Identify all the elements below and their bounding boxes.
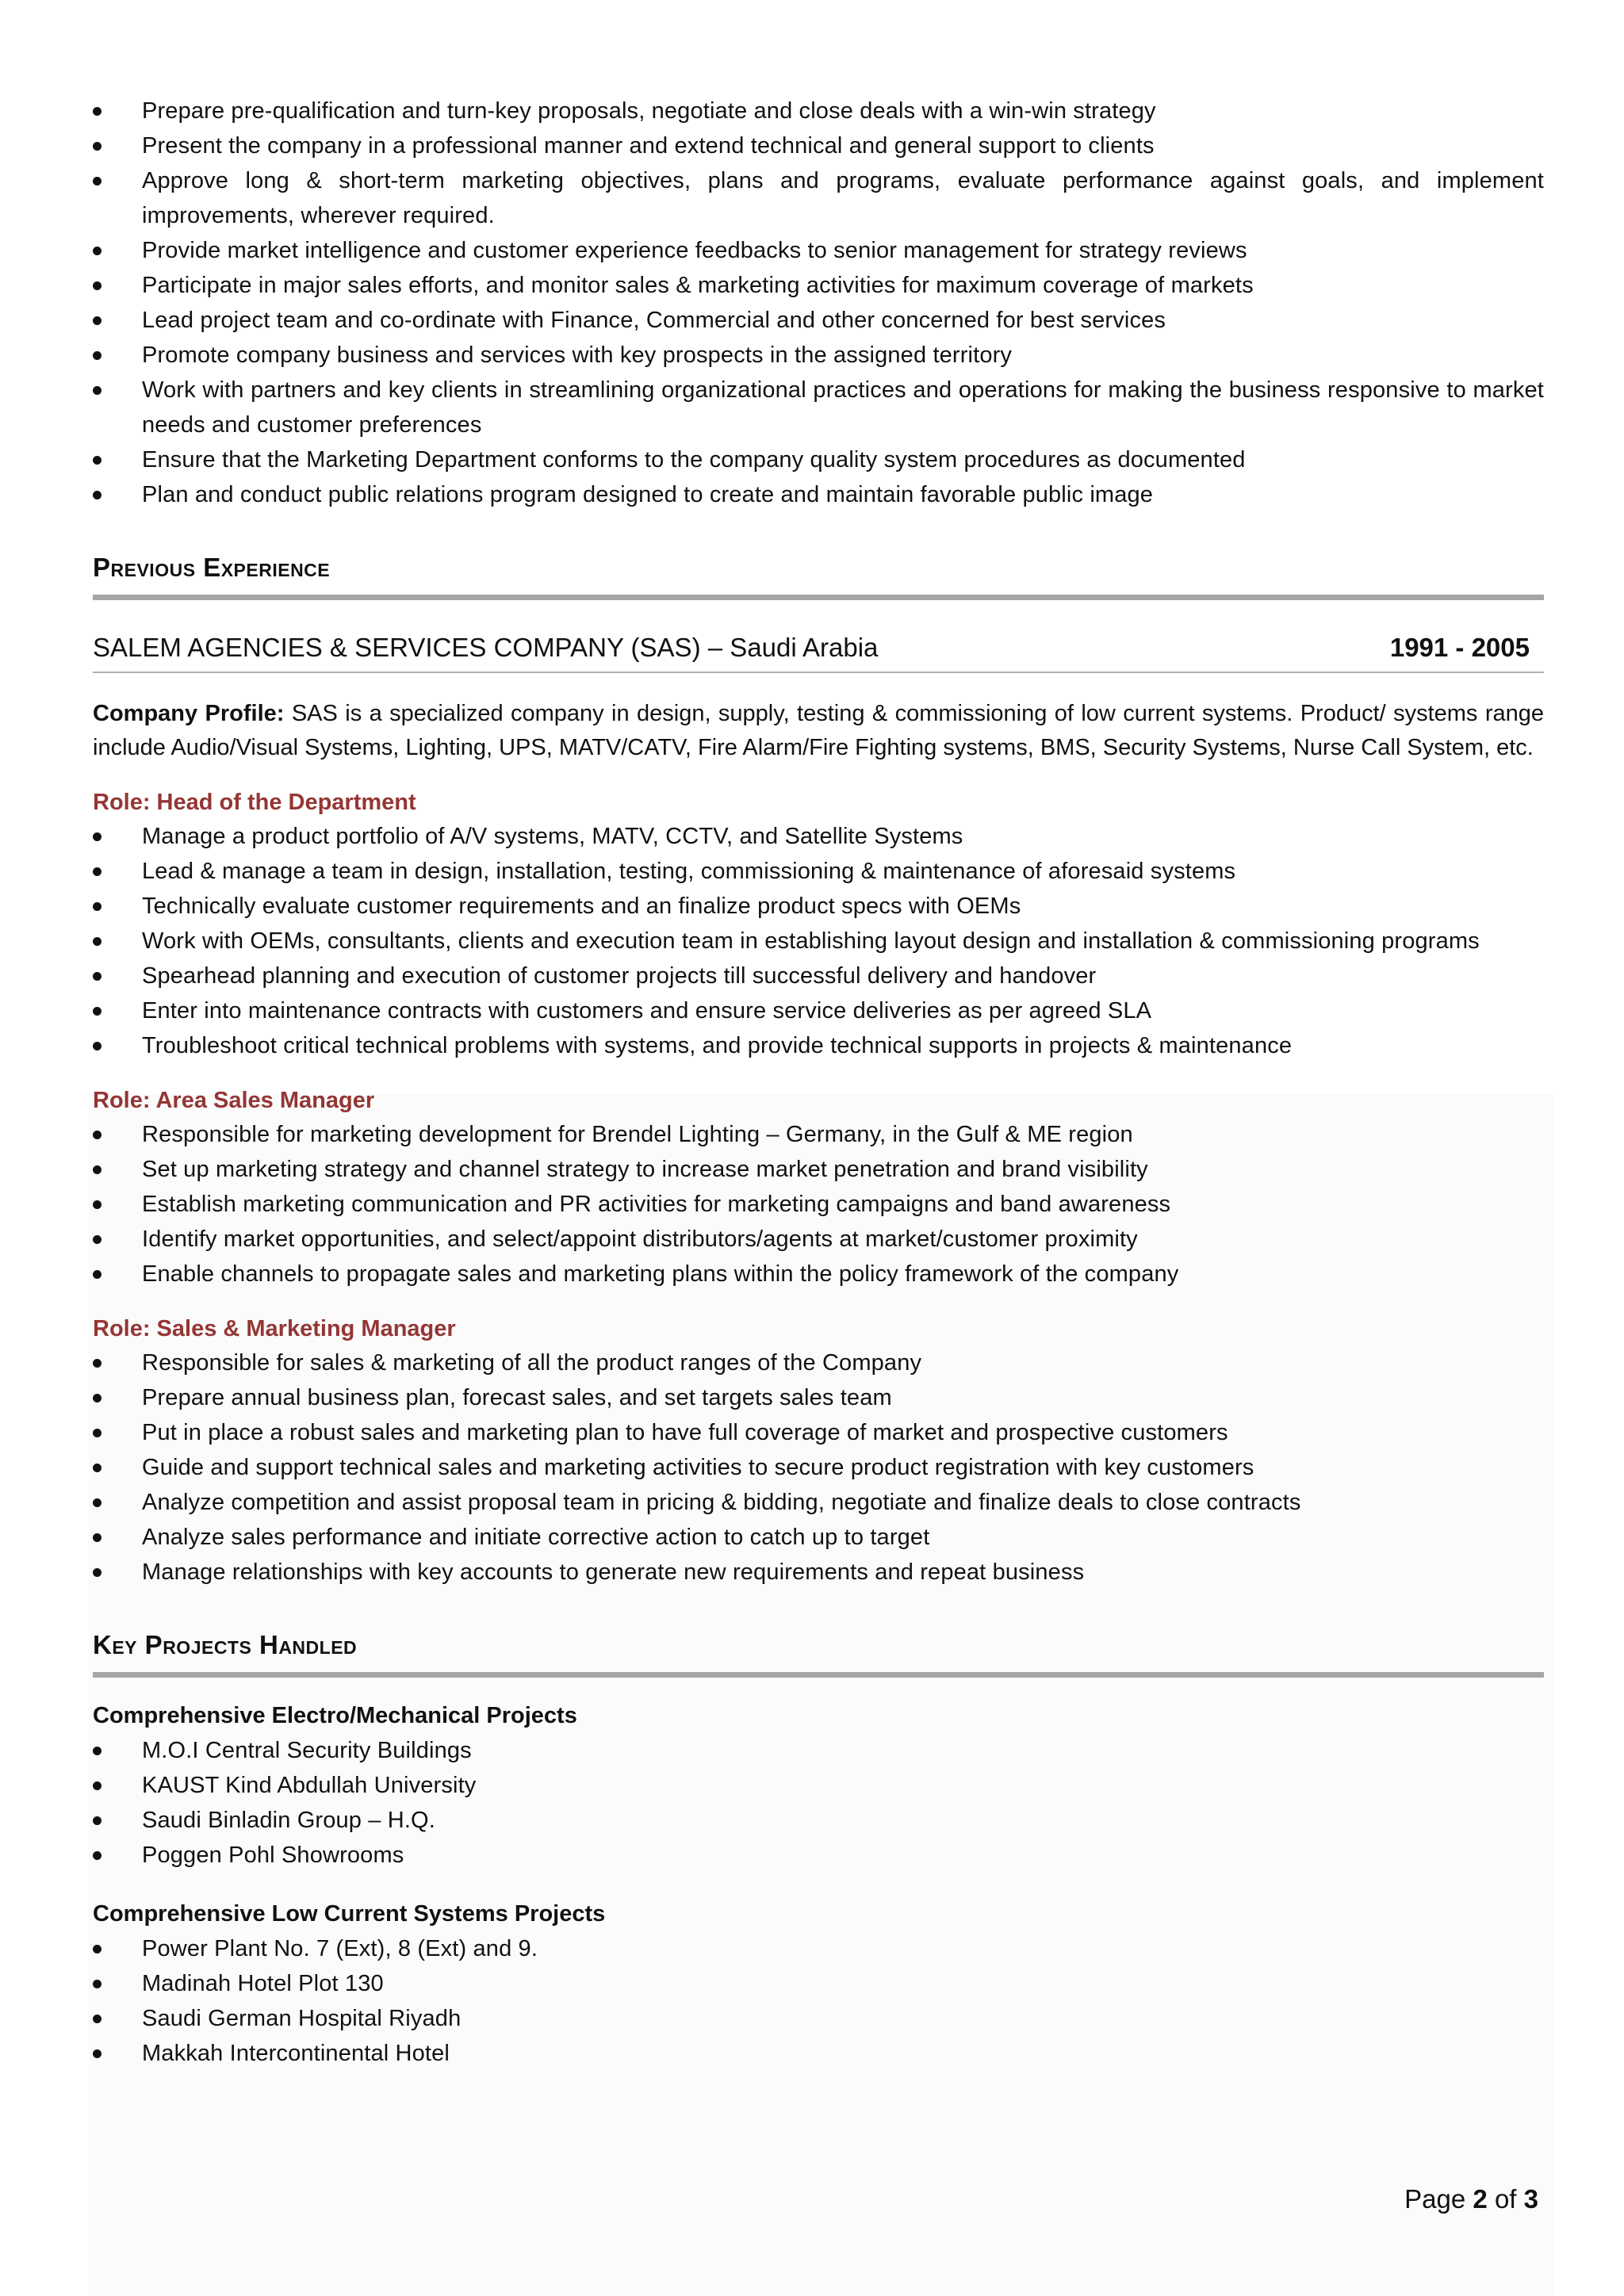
- list-item: Enable channels to propagate sales and marketing plans within the policy framework of the company: [93, 1257, 1544, 1292]
- list-item: Ensure that the Marketing Department conforms to the company quality system procedures as documented: [93, 442, 1544, 477]
- list-item: Identify market opportunities, and select/appoint distributors/agents at market/customer proximity: [93, 1222, 1544, 1257]
- list-item: Work with OEMs, consultants, clients and execution team in establishing layout design and installation & commissioning programs: [93, 924, 1544, 959]
- company-header: [93, 630, 1544, 673]
- role-responsibility-list: [93, 1117, 1544, 1292]
- list-item: Lead project team and co-ordinate with Finance, Commercial and other concerned for best services: [93, 303, 1544, 338]
- role-title: Role: Sales & Marketing Manager: [93, 1316, 456, 1341]
- list-item: Enter into maintenance contracts with customers and ensure service deliveries as per agreed SLA: [93, 993, 1544, 1028]
- list-item: Participate in major sales efforts, and monitor sales & marketing activities for maximum coverage of markets: [93, 268, 1544, 303]
- page-number: [1404, 2182, 1538, 2217]
- project-list: [93, 1931, 1544, 2071]
- company-profile-text: SAS is a specialized company in design, supply, testing & commissioning of low current systems. Product/ systems range include Audio/Visual Systems, Lighting, UPS, MATV/CATV, Fire Alarm/Fire Fighting systems, BMS, Security Systems, Nurse Call System, etc.: [93, 701, 1544, 760]
- role-responsibility-list: [93, 819, 1544, 1063]
- of-word: of: [1494, 2184, 1517, 2214]
- page-total: 3: [1523, 2184, 1538, 2214]
- list-item: Prepare annual business plan, forecast sales, and set targets sales team: [93, 1380, 1544, 1415]
- list-item: Responsible for sales & marketing of all the product ranges of the Company: [93, 1345, 1544, 1380]
- role-title: Role: Head of the Department: [93, 790, 416, 815]
- list-item: Approve long & short-term marketing objectives, plans and programs, evaluate performance against goals, and implement improvements, wherever required.: [93, 163, 1544, 233]
- section-heading-key-projects: Key Projects Handled: [93, 1629, 1544, 1678]
- list-item: Work with partners and key clients in streamlining organizational practices and operations for making the business responsive to market needs and customer preferences: [93, 373, 1544, 442]
- list-item: Responsible for marketing development for Brendel Lighting – Germany, in the Gulf & ME region: [93, 1117, 1544, 1152]
- list-item: Promote company business and services with key prospects in the assigned territory: [93, 338, 1544, 373]
- list-item: Analyze sales performance and initiate corrective action to catch up to target: [93, 1520, 1544, 1555]
- list-item: Lead & manage a team in design, installation, testing, commissioning & maintenance of aforesaid systems: [93, 854, 1544, 889]
- list-item: Saudi Binladin Group – H.Q.: [93, 1803, 1544, 1838]
- role-responsibility-list: [93, 1345, 1544, 1590]
- project-group-title: Comprehensive Low Current Systems Projects: [93, 1901, 606, 1927]
- list-item: Manage relationships with key accounts to generate new requirements and repeat business: [93, 1555, 1544, 1590]
- list-item: Troubleshoot critical technical problems with systems, and provide technical supports in projects & maintenance: [93, 1028, 1544, 1063]
- list-item: Manage a product portfolio of A/V systems, MATV, CCTV, and Satellite Systems: [93, 819, 1544, 854]
- list-item: M.O.I Central Security Buildings: [93, 1733, 1544, 1768]
- company-profile-label: Company Profile:: [93, 701, 285, 726]
- list-item: Set up marketing strategy and channel strategy to increase market penetration and brand visibility: [93, 1152, 1544, 1187]
- list-item: Put in place a robust sales and marketing plan to have full coverage of market and prospective customers: [93, 1415, 1544, 1450]
- page-current: 2: [1473, 2184, 1488, 2214]
- list-item: Technically evaluate customer requirements and an finalize product specs with OEMs: [93, 889, 1544, 924]
- list-item: Establish marketing communication and PR activities for marketing campaigns and band awareness: [93, 1187, 1544, 1222]
- list-item: Saudi German Hospital Riyadh: [93, 2001, 1544, 2036]
- list-item: Poggen Pohl Showrooms: [93, 1838, 1544, 1873]
- section-heading-previous-experience: Previous Experience: [93, 552, 1544, 600]
- list-item: Provide market intelligence and customer experience feedbacks to senior management for strategy reviews: [93, 233, 1544, 268]
- list-item: Plan and conduct public relations program designed to create and maintain favorable public image: [93, 477, 1544, 512]
- page-word: Page: [1404, 2184, 1466, 2214]
- responsibility-list: [93, 94, 1544, 512]
- list-item: Power Plant No. 7 (Ext), 8 (Ext) and 9.: [93, 1931, 1544, 1966]
- list-item: Analyze competition and assist proposal team in pricing & bidding, negotiate and finalize deals to close contracts: [93, 1485, 1544, 1520]
- role-title: Role: Area Sales Manager: [93, 1088, 375, 1113]
- company-name: SALEM AGENCIES & SERVICES COMPANY (SAS) – Saudi Arabia: [93, 633, 879, 662]
- list-item: Guide and support technical sales and marketing activities to secure product registration with key customers: [93, 1450, 1544, 1485]
- list-item: Present the company in a professional manner and extend technical and general support to clients: [93, 128, 1544, 163]
- list-item: Spearhead planning and execution of customer projects till successful delivery and handover: [93, 959, 1544, 993]
- project-list: [93, 1733, 1544, 1873]
- company-profile: [93, 697, 1544, 765]
- list-item: Makkah Intercontinental Hotel: [93, 2036, 1544, 2071]
- list-item: Madinah Hotel Plot 130: [93, 1966, 1544, 2001]
- page-content: [93, 94, 1544, 2071]
- list-item: Prepare pre-qualification and turn-key proposals, negotiate and close deals with a win-win strategy: [93, 94, 1544, 128]
- list-item: KAUST Kind Abdullah University: [93, 1768, 1544, 1803]
- project-group-title: Comprehensive Electro/Mechanical Projects: [93, 1703, 577, 1728]
- employment-dates: 1991 - 2005: [1389, 633, 1530, 662]
